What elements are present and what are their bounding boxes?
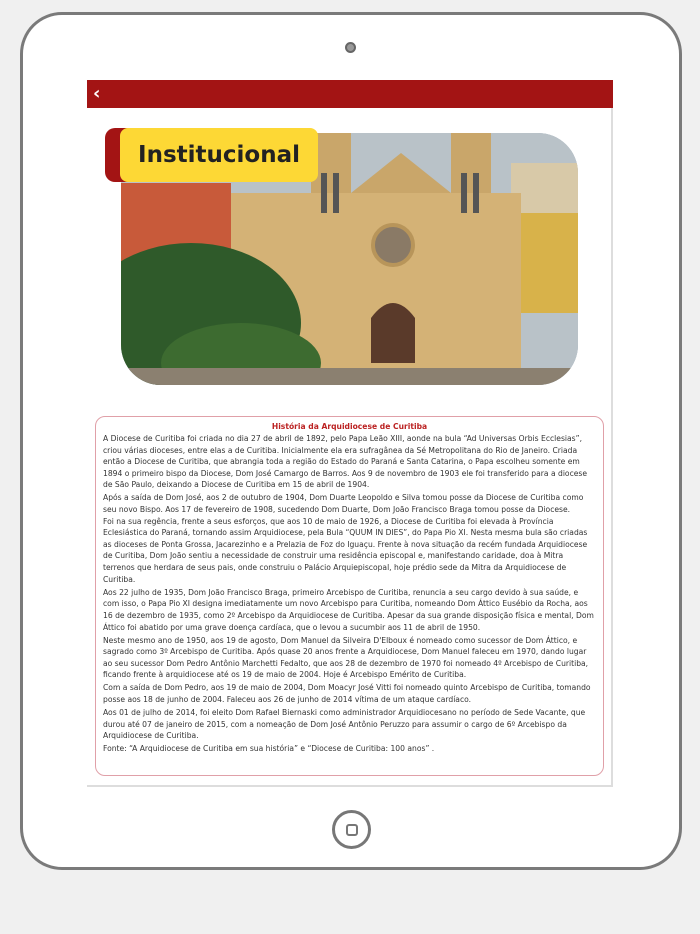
- paragraph: Após a saída de Dom José, aos 2 de outubro de 1904, Dom Duarte Leopoldo e Silva tomou posse da Diocese de Curitiba como seu novo Bispo. Aos 17 de fevereiro de 1908, sucedendo Dom Duarte, Dom João Francisco Braga tomou posse da Diocese.: [103, 493, 584, 515]
- home-button[interactable]: [332, 810, 371, 849]
- source-note: Fonte: “A Arquidiocese de Curitiba em sua história” e “Diocese de Curitiba: 100 anos” .: [103, 744, 435, 754]
- home-square-icon: [346, 824, 358, 836]
- paragraph: Com a saída de Dom Pedro, aos 19 de maio de 2004, Dom Moacyr José Vitti foi nomeado quinto Arcebispo de Curitiba, tomando posse aos 18 de junho de 2004. Faleceu aos 26 de junho de 2014 vítima de um ataque cardíaco.: [103, 683, 591, 705]
- section-label: [105, 128, 318, 182]
- article-title: História da Arquidiocese de Curitiba: [271, 422, 428, 431]
- app-screen: [87, 80, 613, 787]
- section-label-text: Institucional: [120, 128, 318, 182]
- paragraph: Aos 22 julho de 1935, Dom João Francisco Braga, primeiro Arcebispo de Curitiba, renuncia a seu cargo devido à sua saúde, e com isso, o Papa Pio XI designa imediatamente um novo Arcebispo para Curitiba, nomeando Dom Áttico Eusébio da Rocha, aos 16 de dezembro de 1935, como 2º Arcebispo da Arquidiocese de Curitiba. Apesar da sua grande disposição física e mental, Dom Áttico foi abatido por uma grave doença cardíaca, que o levou a sucumbir aos 11 de abril de 1950.: [103, 587, 594, 632]
- top-bar: [87, 80, 613, 108]
- paragraph: Foi na sua regência, frente a seus esforços, que aos 10 de maio de 1926, a Diocese de Curitiba foi elevada à Província Eclesiástica do Paraná, tornando assim Arquidiocese, pela Bula “QUUM IN DIES”, do Papa Pio XI. Nesta mesma bula são criadas as dioceses de Ponta Grossa, Jacarezinho e a Prelazia de Foz do Iguaçu. Frente à nova situação da recém fundada Arquidiocese de Curitiba, Dom João sentiu a necessidade de construir uma residência episcopal e, manifestando caridade, doa à Mitra terrenos que herdara de seus pais, onde construiu o Palácio Arquiepiscopal, hoje prédio sede da Mitra da Arquidiocese de Curitiba.: [103, 516, 588, 584]
- paragraph: Neste mesmo ano de 1950, aos 19 de agosto, Dom Manuel da Silveira D'Elboux é nomeado como sucessor de Dom Áttico, e sagrado como 3º Arcebispo de Curitiba. Após quase 20 anos frente a Arquidiocese, Dom Manuel faleceu em 1970, dando lugar ao seu sucessor Dom Pedro Antônio Marchetti Fedalto, que aos 28 de dezembro de 1970 foi nomeado 4º Arcebispo de Curitiba, ficando frente à arquidiocese até os 19 de maio de 2004. Hoje é Arcebispo Emérito de Curitiba.: [103, 635, 589, 680]
- paragraph: Aos 01 de julho de 2014, foi eleito Dom Rafael Biernaski como administrador Arquidiocesano no período de Sede Vacante, que durou até 07 de janeiro de 2015, com a nomeação de Dom José Antônio Peruzzo para assumir o cargo de 6º Arcebispo da Arquidiocese de Curitiba.: [103, 708, 586, 741]
- camera-icon: [345, 42, 356, 53]
- paragraph: A Diocese de Curitiba foi criada no dia 27 de abril de 1892, pelo Papa Leão XIII, aonde na bula “Ad Universas Orbis Ecclesias”, criou várias dioceses, entre elas a de Curitiba. Inicialmente ela era sufragânea da Sé Metropolitana do Rio de Janeiro. Criada então a Diocese de Curitiba, que abrangia toda a região do Estado do Paraná e Santa Catarina, o Papa escolheu somente em 1894 o primeiro bispo da Diocese, Dom José Camargo de Barros. Aos 9 de novembro de 1903 ele foi transferido para a diocese de São Paulo, deixando a Diocese de Curitiba em 15 de abril de 1904.: [103, 434, 588, 490]
- history-card: [95, 416, 604, 776]
- back-chevron-icon[interactable]: ‹: [93, 83, 101, 104]
